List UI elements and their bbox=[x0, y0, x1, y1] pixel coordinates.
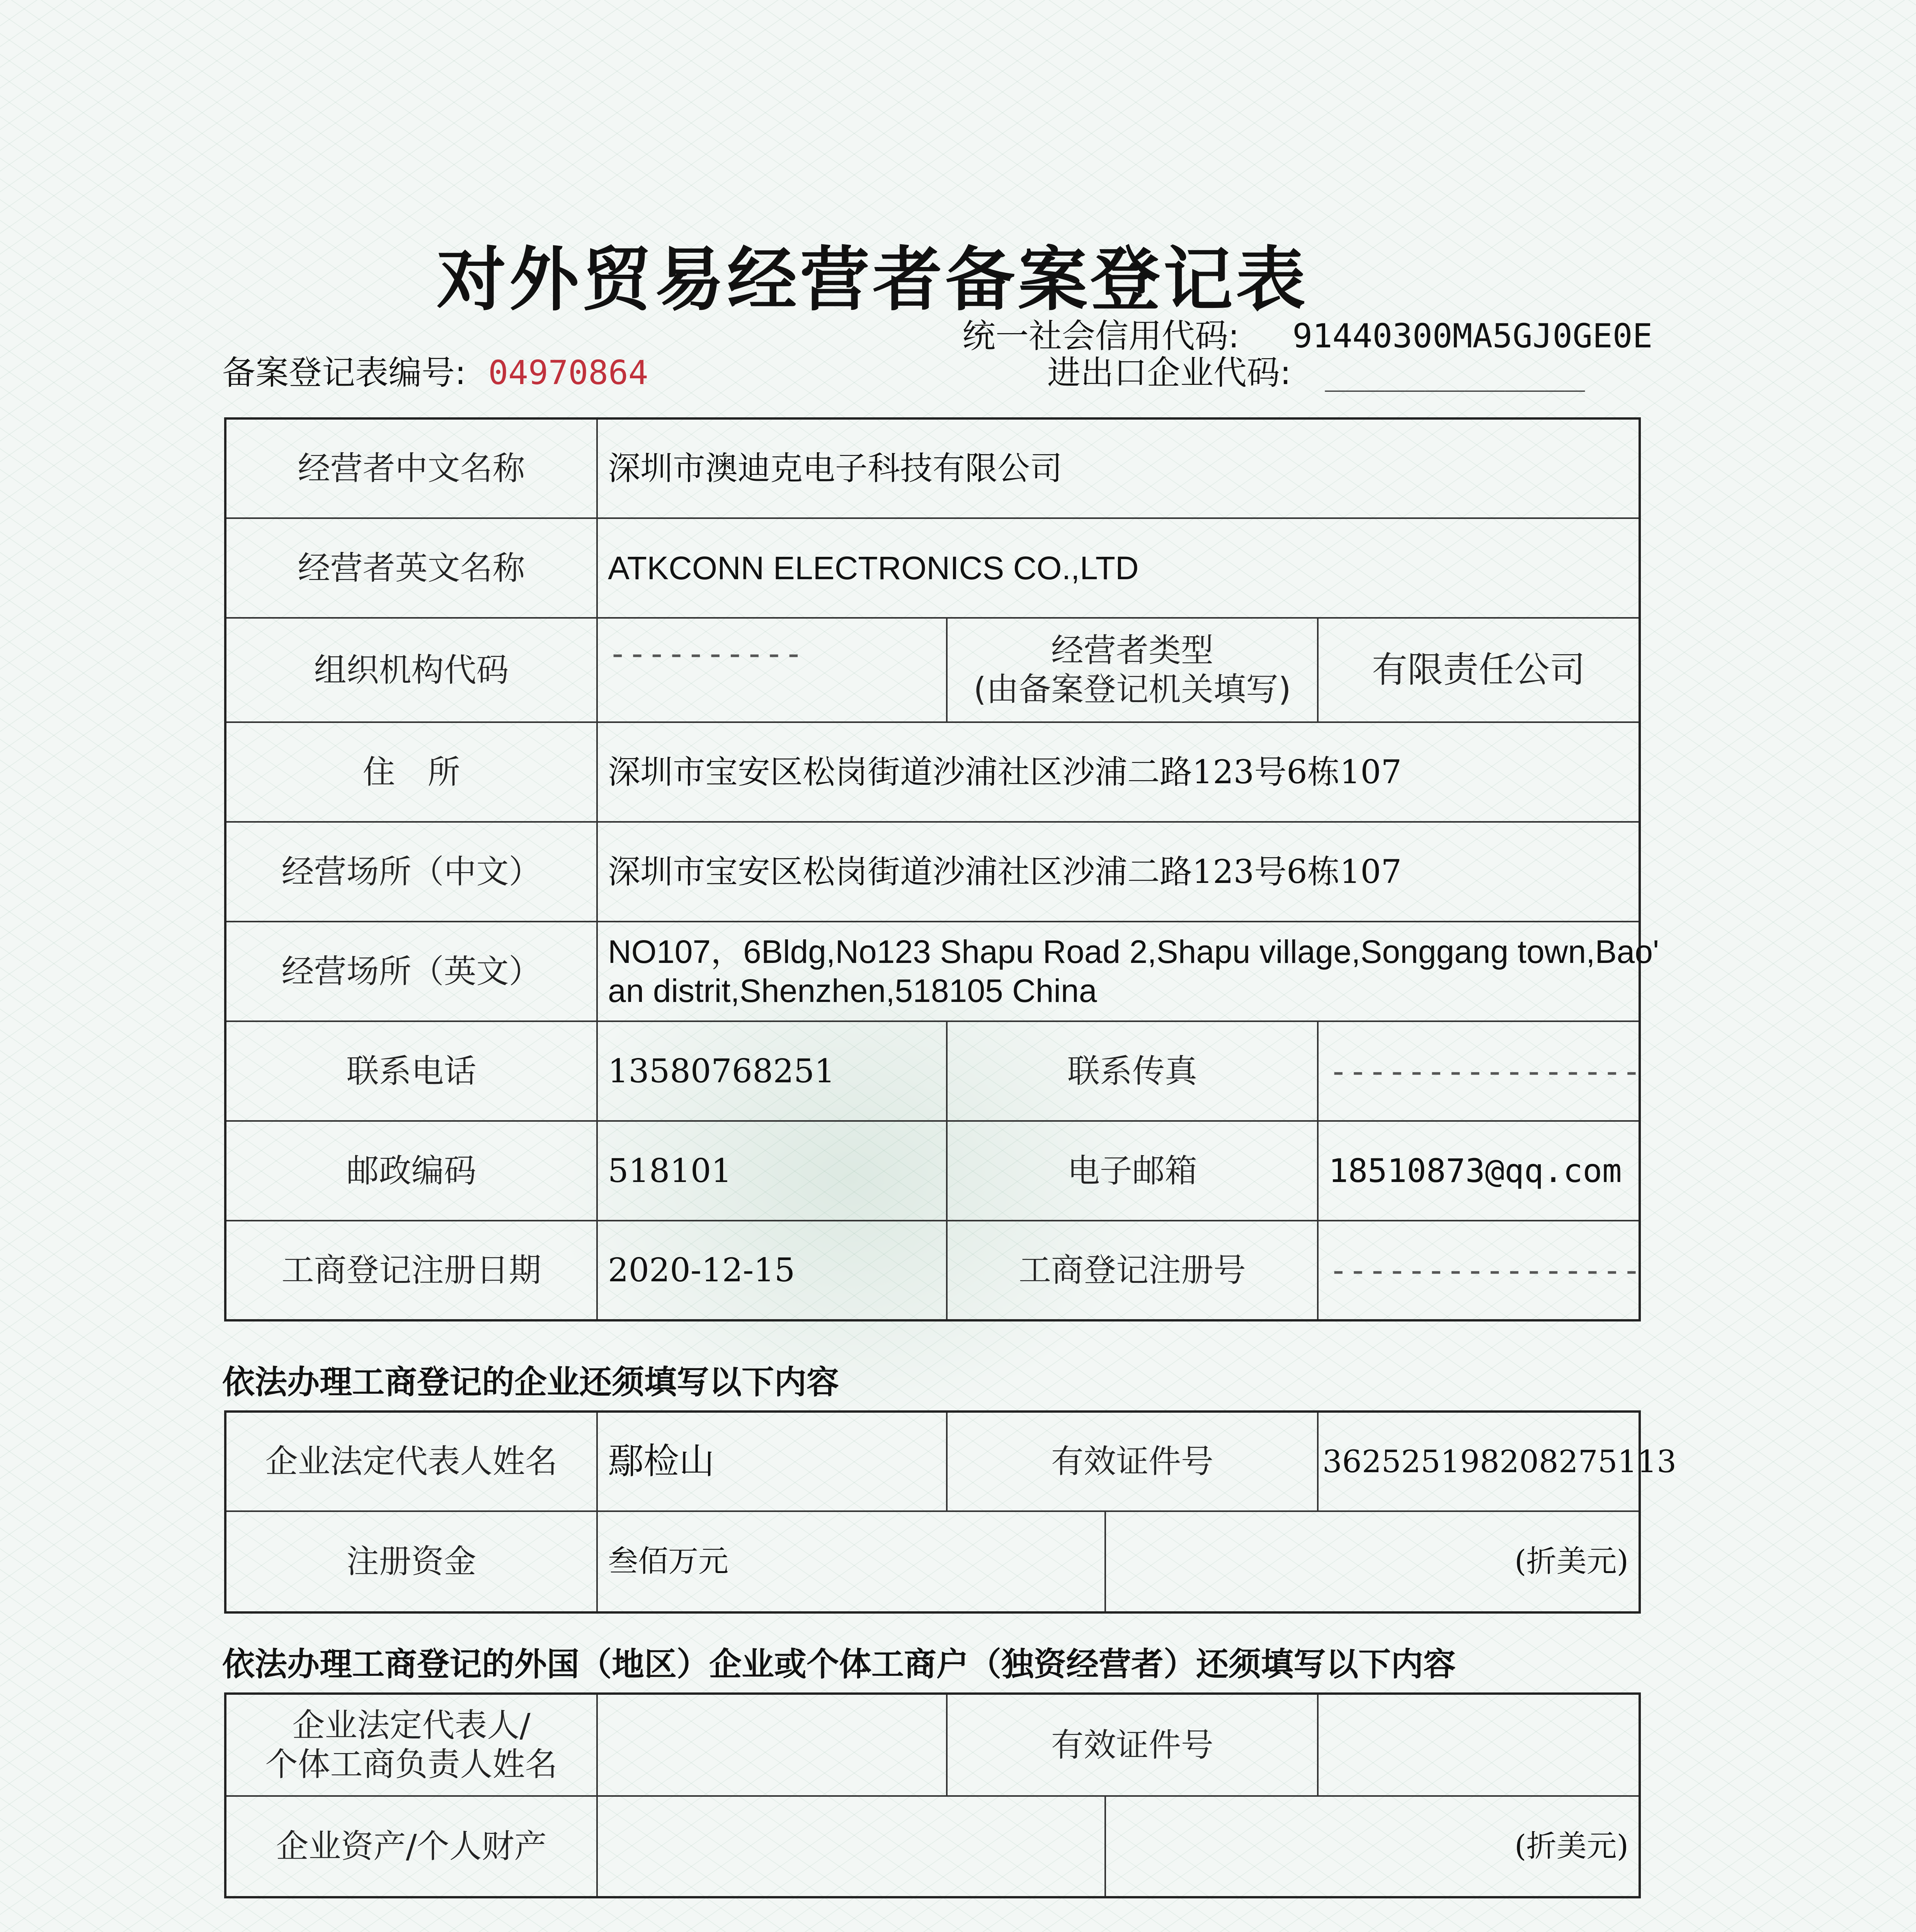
capital-usd-note: (折美元) bbox=[1105, 1511, 1640, 1612]
reg-number-value: ---------------- bbox=[1318, 1221, 1640, 1320]
operator-type-label-line1: 经营者类型 bbox=[1051, 631, 1213, 670]
foreign-id-label: 有效证件号 bbox=[947, 1694, 1318, 1796]
premises-en-label: 经营场所（英文） bbox=[225, 922, 597, 1021]
fax-label: 联系传真 bbox=[947, 1021, 1318, 1121]
email-value: 18510873@qq.com bbox=[1318, 1121, 1640, 1221]
address-value: 深圳市宝安区松岗街道沙浦社区沙浦二路123号6栋107 bbox=[597, 722, 1640, 822]
operator-type-value: 有限责任公司 bbox=[1318, 618, 1640, 722]
foreign-rep-label-line1: 企业法定代表人/ bbox=[292, 1706, 531, 1745]
name-cn-label: 经营者中文名称 bbox=[225, 418, 597, 518]
form-number-row bbox=[222, 346, 648, 394]
premises-en-line1: NO107，6Bldg,No123 Shapu Road 2,Shapu village,Songgang town,Bao' bbox=[608, 934, 1659, 970]
operator-type-label-line2: (由备案登记机关填写) bbox=[973, 670, 1291, 708]
id-number-label: 有效证件号 bbox=[947, 1412, 1318, 1511]
address-label: 住 所 bbox=[225, 722, 597, 822]
operator-type-label bbox=[947, 618, 1318, 722]
ie-code-value: _____________ bbox=[1325, 354, 1585, 392]
premises-cn-label: 经营场所（中文） bbox=[225, 822, 597, 922]
name-en-label: 经营者英文名称 bbox=[225, 518, 597, 618]
assets-label: 企业资产/个人财产 bbox=[225, 1796, 597, 1897]
foreign-id-value bbox=[1318, 1694, 1640, 1796]
legal-rep-value: 鄢检山 bbox=[597, 1412, 947, 1511]
reg-date-value: 2020-12-15 bbox=[597, 1221, 947, 1320]
id-number-value: 362525198208275113 bbox=[1318, 1412, 1640, 1511]
name-cn-value: 深圳市澳迪克电子科技有限公司 bbox=[597, 418, 1640, 518]
capital-label: 注册资金 bbox=[225, 1511, 597, 1612]
name-en-value: ATKCONN ELECTRONICS CO.,LTD bbox=[597, 518, 1640, 618]
reg-number-label: 工商登记注册号 bbox=[947, 1221, 1318, 1320]
form-number-value: 04970864 bbox=[488, 354, 648, 392]
postal-code-label: 邮政编码 bbox=[225, 1121, 597, 1221]
foreign-rep-label bbox=[225, 1694, 597, 1796]
org-code-label: 组织机构代码 bbox=[225, 618, 597, 722]
form-number-label: 备案登记表编号: bbox=[222, 354, 466, 392]
phone-value: 13580768251 bbox=[597, 1021, 947, 1121]
phone-label: 联系电话 bbox=[225, 1021, 597, 1121]
assets-usd-note: (折美元) bbox=[1105, 1796, 1640, 1897]
postal-code-value: 518101 bbox=[597, 1121, 947, 1221]
assets-value bbox=[597, 1796, 1105, 1897]
ie-code-label: 进出口企业代码: bbox=[1047, 354, 1291, 392]
foreign-rep-value bbox=[597, 1694, 947, 1796]
section1-table bbox=[224, 1410, 1677, 1614]
section2-heading: 依法办理工商登记的外国（地区）企业或个体工商户（独资经营者）还须填写以下内容 bbox=[222, 1645, 1456, 1683]
email-label: 电子邮箱 bbox=[947, 1121, 1318, 1221]
premises-en-line2: an distrit,Shenzhen,518105 China bbox=[608, 973, 1097, 1009]
premises-cn-value: 深圳市宝安区松岗街道沙浦社区沙浦二路123号6栋107 bbox=[597, 822, 1640, 922]
reg-date-label: 工商登记注册日期 bbox=[225, 1221, 597, 1320]
document-title: 对外贸易经营者备案登记表 bbox=[437, 240, 1309, 320]
fax-value: ---------------- bbox=[1318, 1021, 1640, 1121]
section1-heading: 依法办理工商登记的企业还须填写以下内容 bbox=[222, 1363, 839, 1401]
org-code-value: ---------- bbox=[597, 618, 947, 722]
foreign-rep-label-line2: 个体工商负责人姓名 bbox=[265, 1745, 558, 1783]
uscc-label: 统一社会信用代码: bbox=[962, 317, 1239, 355]
uscc-value: 91440300MA5GJ0GE0E bbox=[1292, 317, 1653, 355]
section2-table bbox=[224, 1692, 1641, 1898]
premises-en-value bbox=[597, 922, 1659, 1021]
ie-code-row bbox=[1047, 346, 1585, 394]
capital-value: 叁佰万元 bbox=[597, 1511, 1105, 1612]
legal-rep-label: 企业法定代表人姓名 bbox=[225, 1412, 597, 1511]
main-info-table bbox=[224, 417, 1659, 1321]
